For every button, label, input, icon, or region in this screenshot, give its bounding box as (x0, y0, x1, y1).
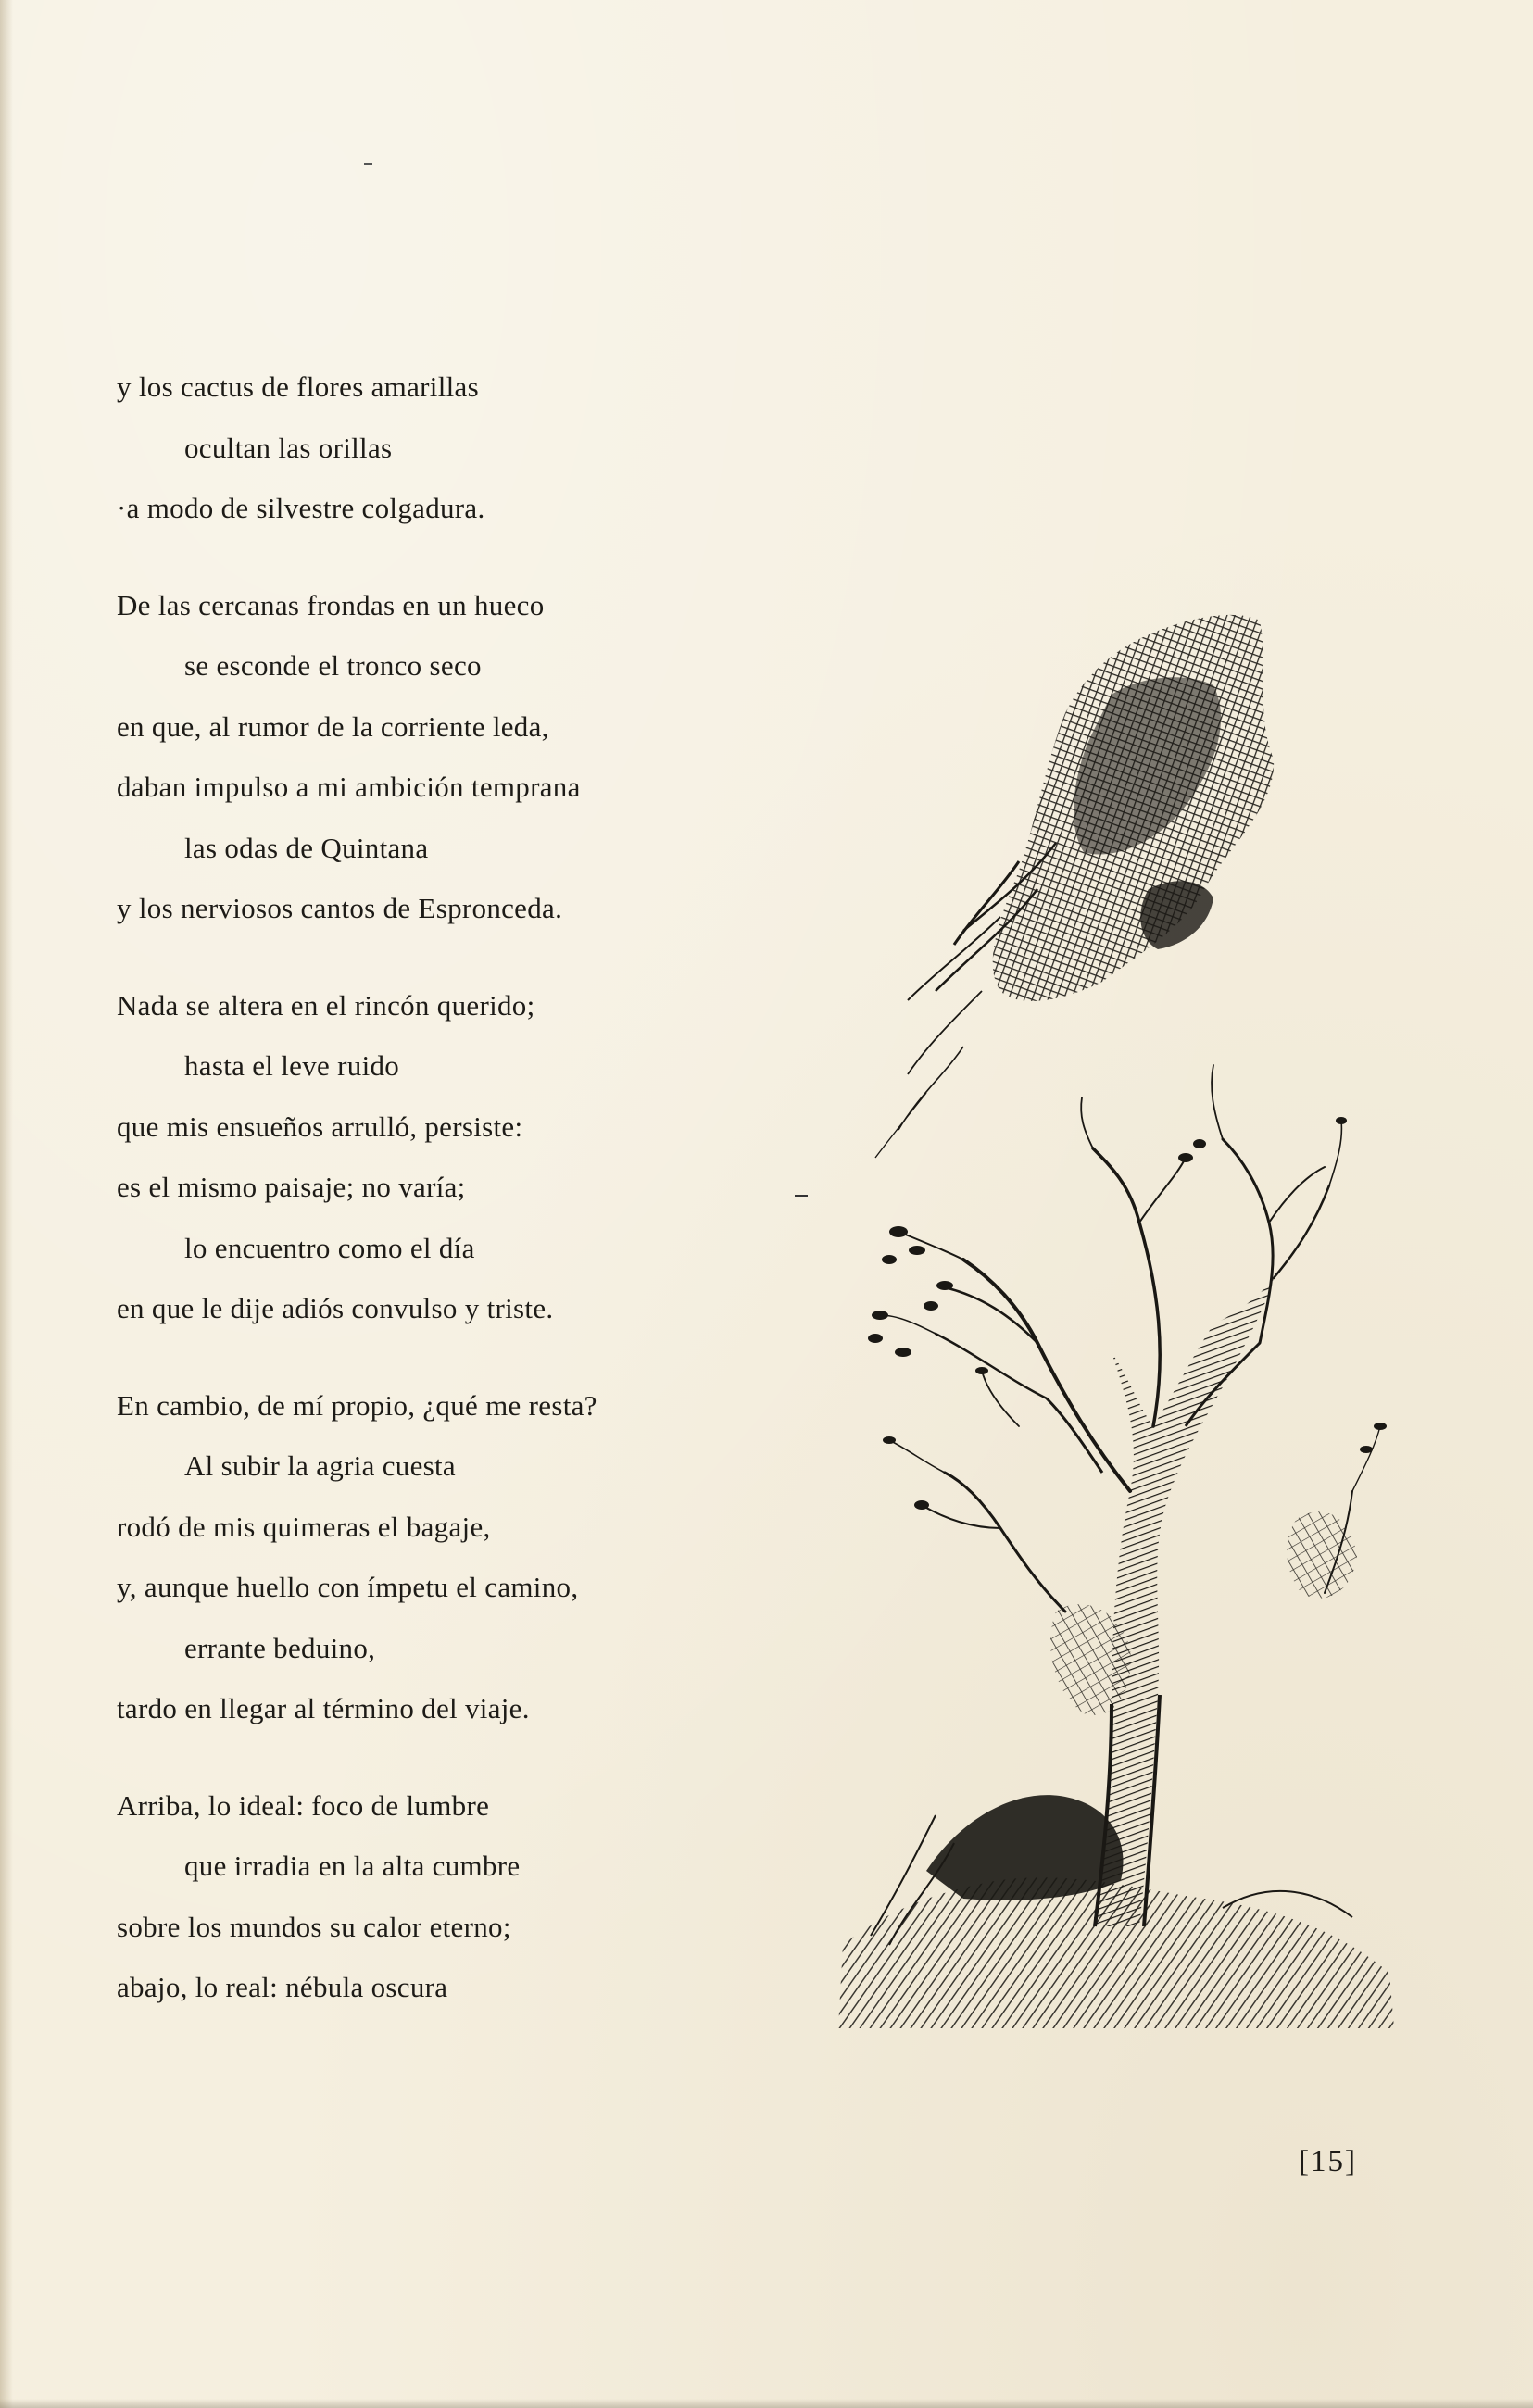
poem-line: ·a modo de silvestre colgadura. (117, 492, 485, 524)
bush-engraving (1050, 1511, 1357, 1715)
poem-line: que irradia en la alta cumbre (184, 1850, 521, 1882)
poem-line: abajo, lo real: nébula oscura (117, 1971, 448, 2003)
poem-stanza (117, 1775, 950, 2018)
poem-line: De las cercanas frondas en un hueco (117, 588, 545, 621)
poem-line: errante beduino, (184, 1631, 376, 1664)
poem-line: Nada se altera en el rincón querido; (117, 988, 535, 1022)
poem-line: tardo en llegar al término del viaje. (117, 1692, 530, 1724)
poem-line: lo encuentro como el día (184, 1231, 475, 1264)
ink-speck (364, 163, 372, 165)
poem-line: las odas de Quintana (184, 831, 429, 864)
poem-line: y, aunque huello con ímpetu el camino, (117, 1571, 579, 1603)
poem-line: sobre los mundos su calor eterno; (117, 1910, 511, 1943)
poem-stanza (117, 975, 950, 1339)
page-binding-edge (0, 0, 13, 2408)
poem-line: y los cactus de flores amarillas (117, 370, 479, 403)
poem-line: que mis ensueños arrulló, persiste: (117, 1110, 523, 1143)
poem-text (117, 357, 950, 2054)
poem-line: En cambio, de mí propio, ¿qué me resta? (117, 1388, 597, 1422)
poem-line: en que le dije adiós convulso y triste. (117, 1292, 554, 1324)
poem-line: Al subir la agria cuesta (184, 1449, 456, 1482)
poem-line: ocultan las orillas (184, 431, 393, 464)
poem-line: se esconde el tronco seco (184, 649, 482, 682)
poem-stanza (117, 575, 950, 939)
tree-engraving-icon (834, 611, 1399, 2028)
page-number: [15] (1299, 2145, 1357, 2178)
poem-line: daban impulso a mi ambición temprana (117, 771, 581, 803)
poem-line: en que, al rumor de la corriente leda, (117, 709, 549, 743)
page-bottom-edge (0, 2399, 1533, 2408)
poem-line: y los nerviosos cantos de Espronceda. (117, 892, 563, 924)
poem-stanza (117, 357, 950, 539)
poem-line: hasta el leve ruido (184, 1049, 400, 1082)
poem-line: Arriba, lo ideal: foco de lumbre (117, 1788, 490, 1822)
poem-line: es el mismo paisaje; no varía; (117, 1171, 466, 1203)
cloud-engraving (875, 615, 1274, 1158)
poem-line: rodó de mis quimeras el bagaje, (117, 1510, 491, 1543)
poem-stanza (117, 1375, 950, 1739)
margin-dash (795, 1195, 808, 1197)
tree-leaves-engraving (868, 1117, 1387, 1510)
